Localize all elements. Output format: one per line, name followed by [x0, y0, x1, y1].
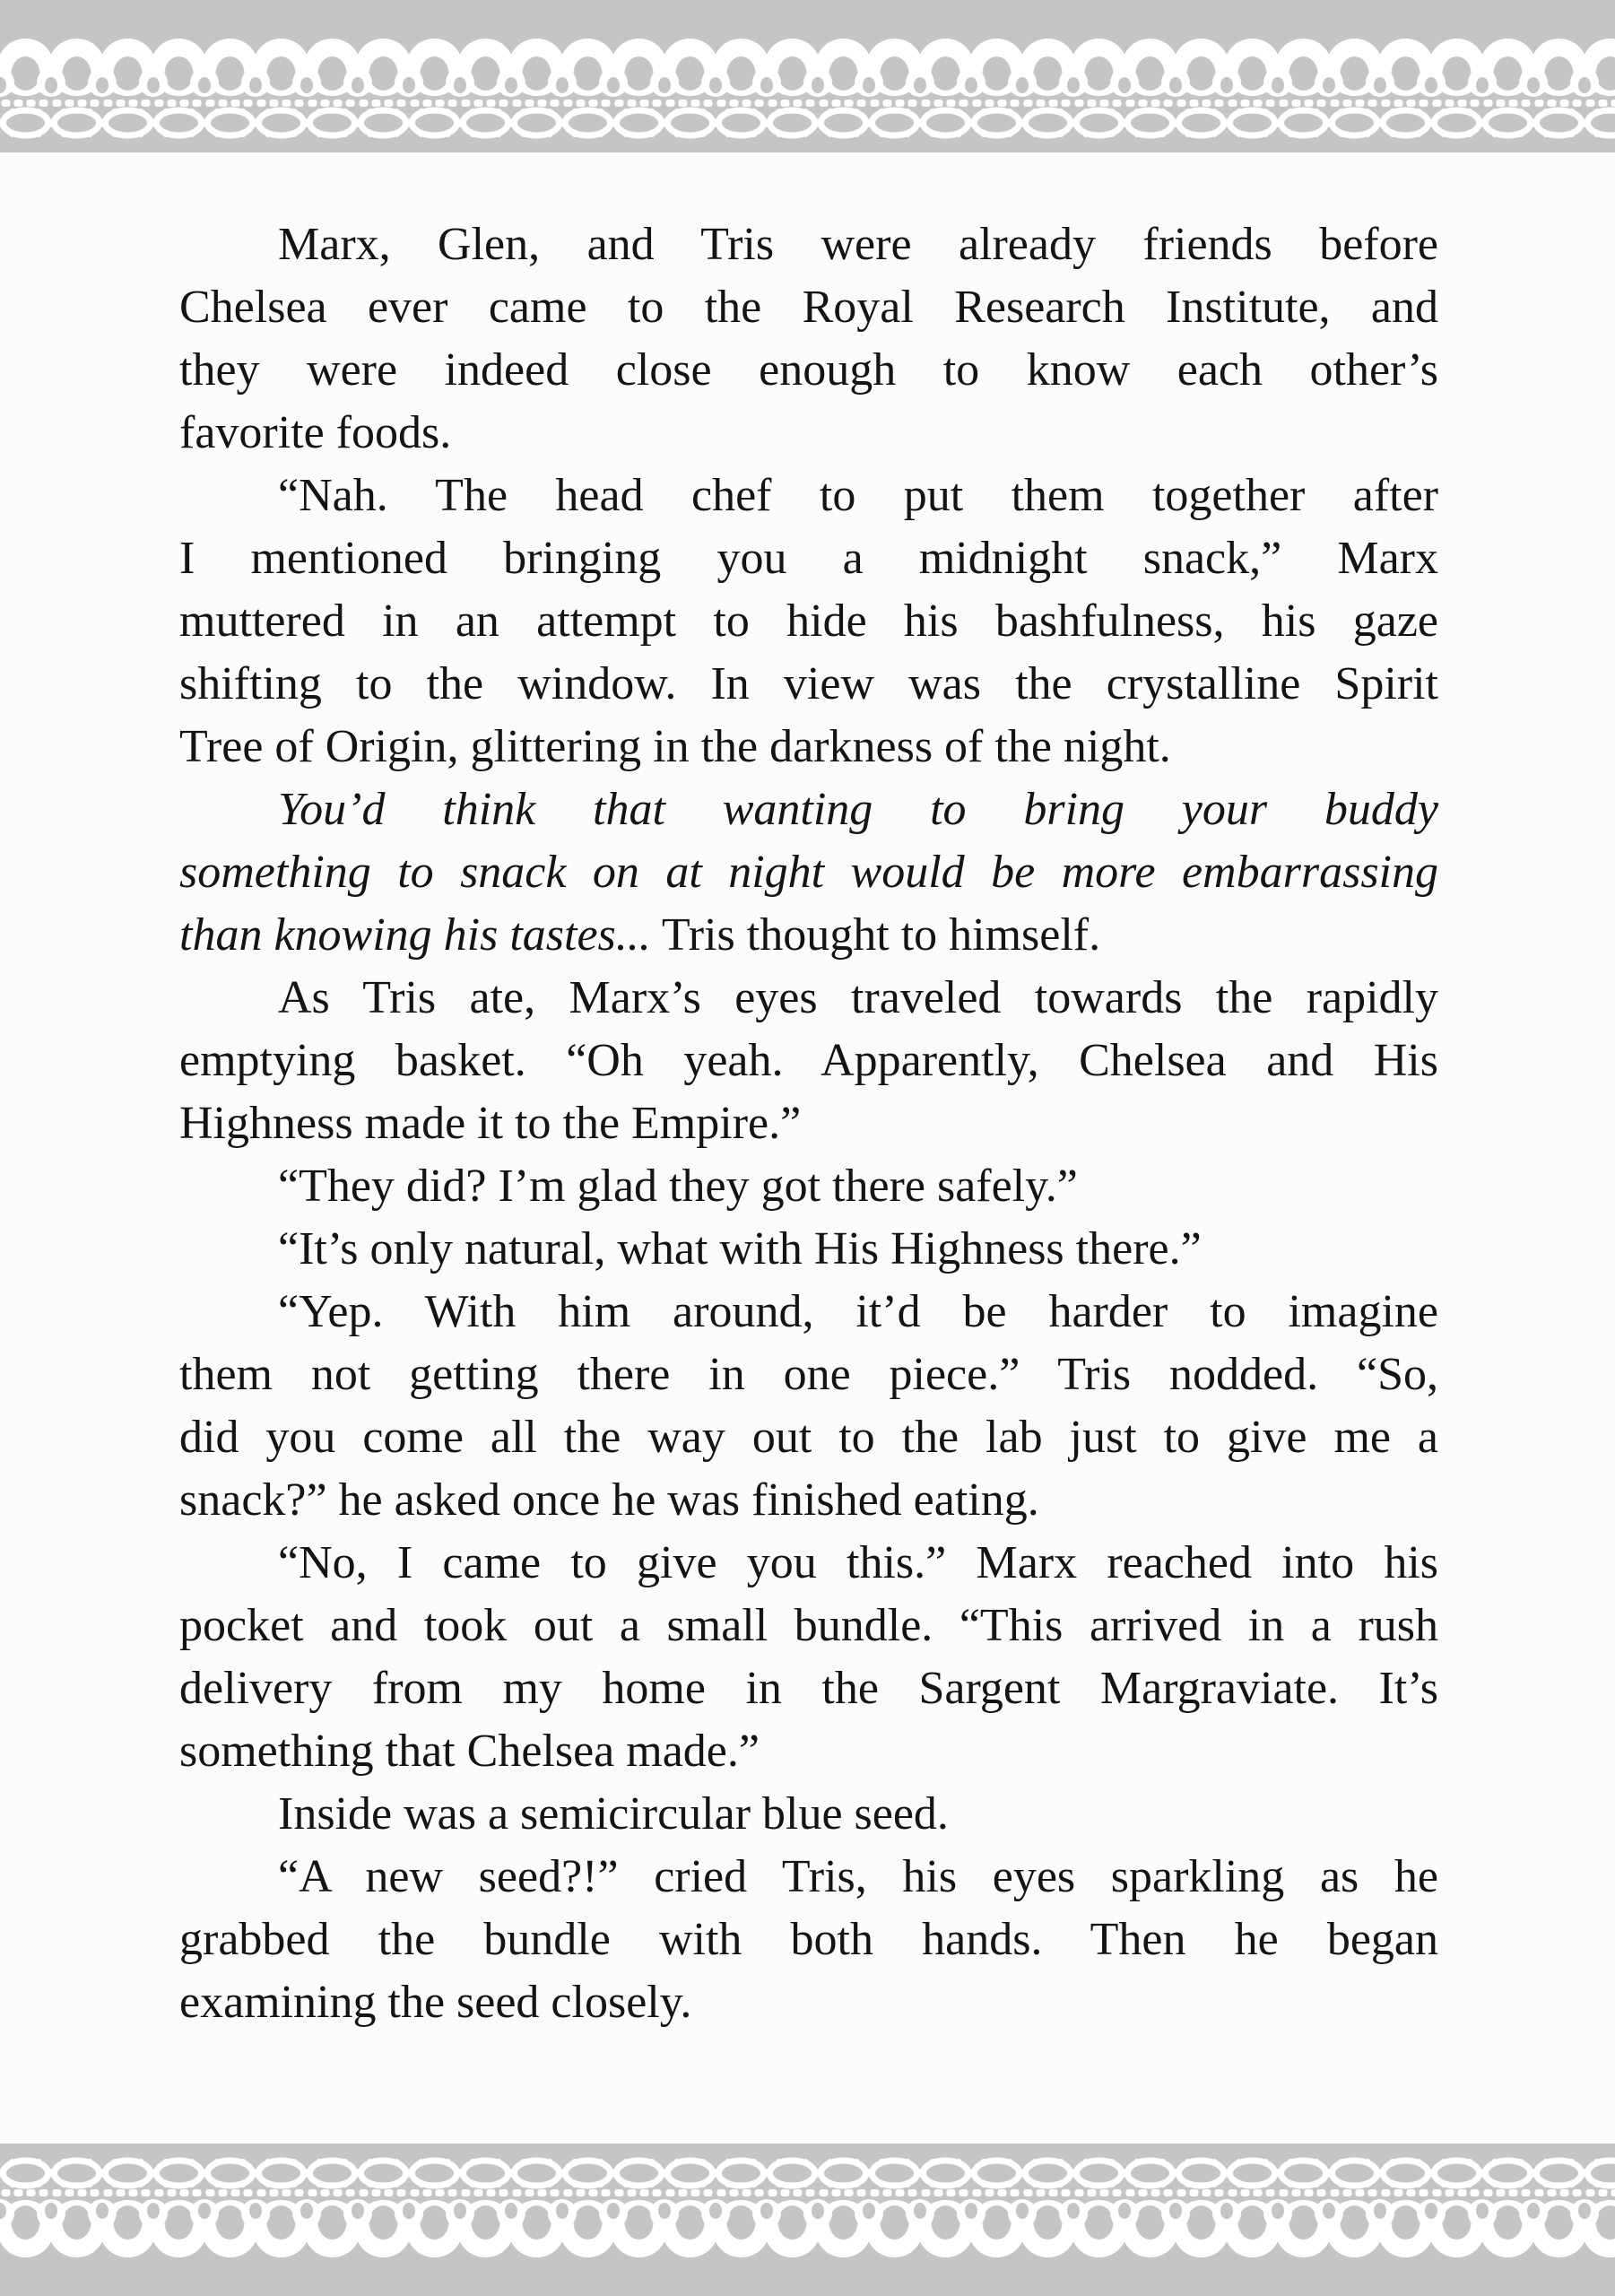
text-line	[179, 653, 1438, 716]
text-line	[179, 716, 1438, 778]
paragraph	[179, 1281, 1438, 1532]
paragraph	[179, 967, 1438, 1155]
text-segment: Inside was a semicircular blue seed.	[278, 1788, 949, 1839]
text-segment: Tris thought to himself.	[650, 909, 1101, 961]
text-segment: them not getting there in one piece.” Tris nodded. “So,	[179, 1349, 1438, 1400]
text-segment: examining the seed closely.	[179, 1977, 692, 2028]
top-lace-pattern	[0, 0, 1615, 152]
text-line	[179, 967, 1438, 1030]
text-segment: something that Chelsea made.”	[179, 1726, 760, 1777]
text-line	[179, 1909, 1438, 1971]
text-line	[179, 1092, 1438, 1155]
text-segment: “They did? I’m glad they got there safely.”	[278, 1161, 1078, 1212]
text-segment: they were indeed close enough to know each other’s	[179, 344, 1438, 396]
lace-border-bottom	[0, 2144, 1615, 2296]
paragraph	[179, 778, 1438, 967]
text-segment: “A new seed?!” cried Tris, his eyes sparkling as he	[278, 1851, 1438, 1902]
text-segment: snack?” he asked once he was finished eating.	[179, 1474, 1039, 1526]
paragraph	[179, 1846, 1438, 2034]
text-line	[179, 1595, 1438, 1657]
text-line	[179, 841, 1438, 904]
text-line	[179, 339, 1438, 402]
text-line	[179, 590, 1438, 653]
paragraph	[179, 465, 1438, 778]
story-text	[179, 213, 1438, 2034]
text-segment: Tree of Origin, glittering in the darkness of the night.	[179, 721, 1171, 772]
text-segment: something to snack on at night would be more embarrassing	[179, 847, 1438, 898]
text-line	[179, 904, 1438, 967]
text-segment: “It’s only natural, what with His Highness there.”	[278, 1223, 1202, 1274]
text-line	[179, 1030, 1438, 1092]
text-line	[179, 1971, 1438, 2034]
text-line	[179, 1657, 1438, 1720]
text-segment: You’d think that wanting to bring your buddy	[278, 784, 1438, 835]
text-segment: grabbed the bundle with both hands. Then he began	[179, 1914, 1438, 1965]
text-line	[179, 1469, 1438, 1532]
text-segment: muttered in an attempt to hide his bashfulness, his gaze	[179, 596, 1438, 647]
bottom-lace-pattern	[0, 2144, 1615, 2296]
text-line	[179, 465, 1438, 527]
text-segment: “Nah. The head chef to put them together after	[278, 470, 1438, 521]
text-segment: “No, I came to give you this.” Marx reached into his	[278, 1537, 1438, 1588]
paragraph	[179, 1783, 1438, 1846]
text-line	[179, 1406, 1438, 1469]
text-segment: favorite foods.	[179, 407, 452, 458]
text-segment: Highness made it to the Empire.”	[179, 1098, 802, 1149]
text-segment: pocket and took out a small bundle. “This arrived in a rush	[179, 1600, 1438, 1651]
paragraph	[179, 1218, 1438, 1281]
text-line	[179, 1720, 1438, 1783]
text-segment: Chelsea ever came to the Royal Research Institute, and	[179, 282, 1438, 333]
text-segment: than knowing his tastes...	[179, 909, 651, 961]
paragraph	[179, 1532, 1438, 1783]
text-segment: emptying basket. “Oh yeah. Apparently, Chelsea and His	[179, 1035, 1438, 1086]
text-segment: Marx, Glen, and Tris were already friends before	[278, 219, 1438, 270]
text-line	[179, 1281, 1438, 1344]
lace-border-top	[0, 0, 1615, 152]
text-line	[179, 213, 1438, 276]
text-line	[179, 1846, 1438, 1909]
paragraph	[179, 213, 1438, 465]
text-line	[179, 1783, 1438, 1846]
text-line	[179, 402, 1438, 465]
text-line	[179, 1155, 1438, 1218]
paragraph	[179, 1155, 1438, 1218]
text-line	[179, 1532, 1438, 1595]
text-segment: delivery from my home in the Sargent Margraviate. It’s	[179, 1663, 1438, 1714]
text-line	[179, 527, 1438, 590]
text-segment: shifting to the window. In view was the crystalline Spirit	[179, 658, 1438, 709]
text-line	[179, 778, 1438, 841]
text-segment: did you come all the way out to the lab just to give me a	[179, 1412, 1438, 1463]
text-line	[179, 1218, 1438, 1281]
text-segment: As Tris ate, Marx’s eyes traveled towards the rapidly	[278, 972, 1438, 1023]
text-line	[179, 1344, 1438, 1406]
text-line	[179, 276, 1438, 339]
text-segment: I mentioned bringing you a midnight snack,” Marx	[179, 533, 1438, 584]
text-segment: “Yep. With him around, it’d be harder to imagine	[278, 1286, 1438, 1337]
